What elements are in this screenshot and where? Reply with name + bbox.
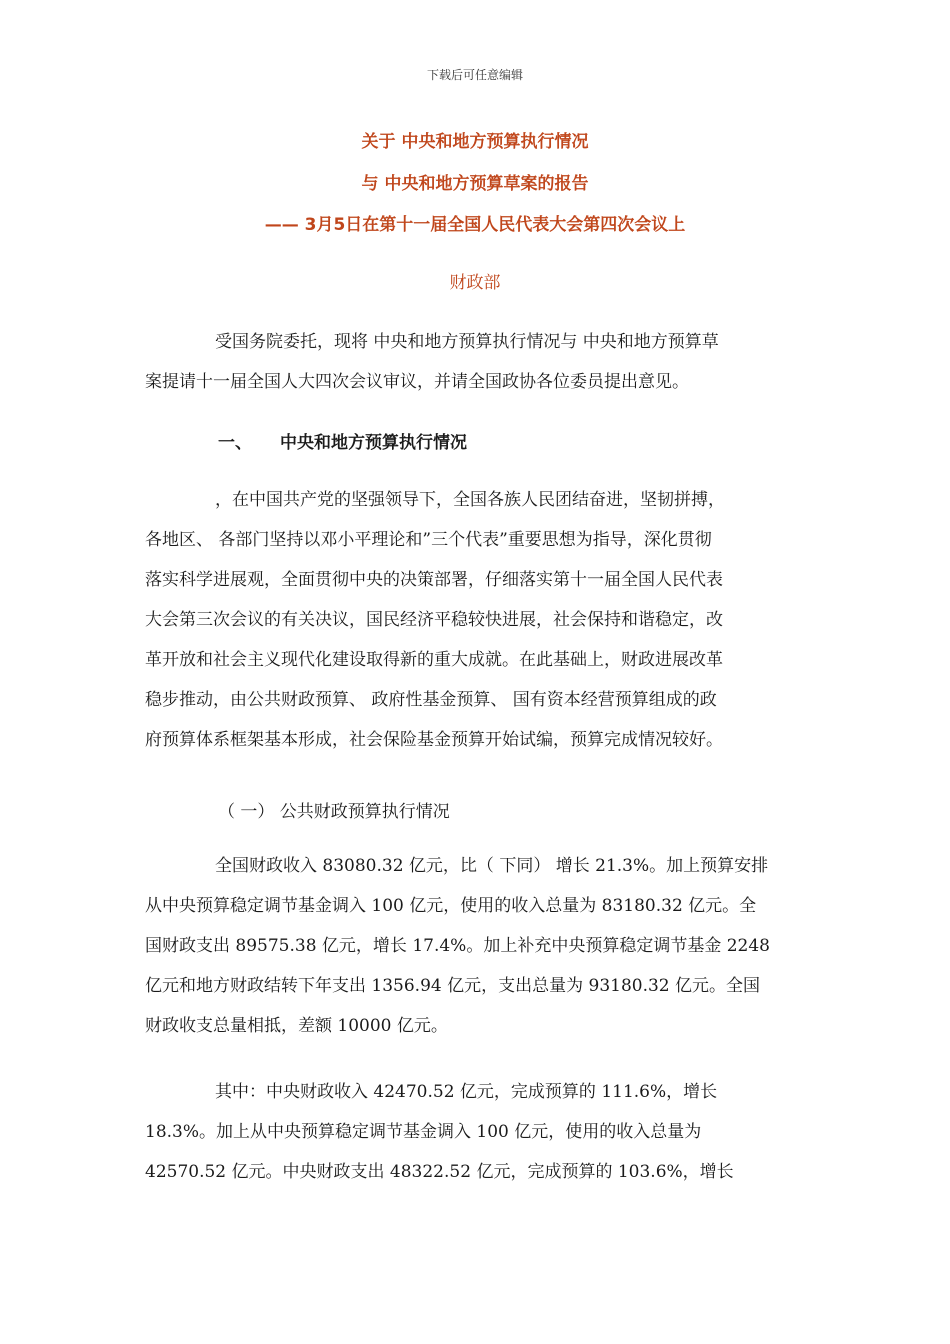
section-number: 一、: [218, 433, 252, 453]
report-title-line-2: 与 中央和地方预算草案的报告: [361, 174, 589, 194]
text-line: 国财政支出 89575.38 亿元，增长 17.4%。加上补充中央预算稳定调节基金 2248: [145, 936, 770, 956]
text-line: 财政收支总量相抵，差额 10000 亿元。: [145, 1016, 448, 1036]
download-note: 下载后可任意编辑: [426, 68, 523, 82]
text-line: 亿元和地方财政结转下年支出 1356.94 亿元，支出总量为 93180.32 亿元。全国: [145, 976, 761, 996]
paragraph-central-finance: [145, 1072, 755, 1192]
text-line: 稳步推动，由公共财政预算、 政府性基金预算、 国有资本经营预算组成的政: [145, 690, 717, 710]
text-line: 从中央预算稳定调节基金调入 100 亿元，使用的收入总量为 83180.32 亿元。全: [145, 896, 757, 916]
text-line: 革开放和社会主义现代化建设取得新的重大成就。在此基础上，财政进展改革: [145, 650, 723, 670]
section-heading: [218, 428, 467, 453]
text-line: 受国务院委托，现将 中央和地方预算执行情况与 中央和地方预算草: [215, 332, 719, 352]
subsection-heading: （ 一） 公共财政预算执行情况: [218, 802, 450, 822]
text-line: 府预算体系框架基本形成，社会保险基金预算开始试编，预算完成情况较好。: [145, 730, 723, 750]
text-line: ，在中国共产党的坚强领导下，全国各族人民团结奋进，坚韧拼搏，: [215, 490, 725, 510]
paragraph-overview: [145, 480, 805, 760]
section-title: 中央和地方预算执行情况: [280, 433, 467, 453]
intro-paragraph: [145, 322, 805, 402]
text-line: 全国财政收入 83080.32 亿元，比（ 下同） 增长 21.3%。加上预算安排: [215, 856, 769, 876]
report-title-line-1: 关于 中央和地方预算执行情况: [361, 132, 589, 152]
text-line: 18.3%。加上从中央预算稳定调节基金调入 100 亿元，使用的收入总量为: [145, 1122, 702, 1142]
paragraph-national-finance: [145, 846, 805, 1046]
report-author: 财政部: [449, 273, 501, 293]
report-title-line-3: —— 3月5日在第十一届全国人民代表大会第四次会议上: [264, 215, 686, 235]
text-line: 落实科学进展观，全面贯彻中央的决策部署，仔细落实第十一届全国人民代表: [145, 570, 723, 590]
text-line: 大会第三次会议的有关决议，国民经济平稳较快进展，社会保持和谐稳定，改: [145, 610, 723, 630]
text-line: 其中：中央财政收入 42470.52 亿元，完成预算的 111.6%，增长: [215, 1082, 718, 1102]
text-line: 各地区、 各部门坚持以邓小平理论和”三个代表”重要思想为指导，深化贯彻: [145, 530, 712, 550]
text-line: 案提请十一届全国人大四次会议审议，并请全国政协各位委员提出意见。: [145, 372, 689, 392]
text-line: 42570.52 亿元。中央财政支出 48322.52 亿元，完成预算的 103.6%，增长: [145, 1162, 734, 1182]
